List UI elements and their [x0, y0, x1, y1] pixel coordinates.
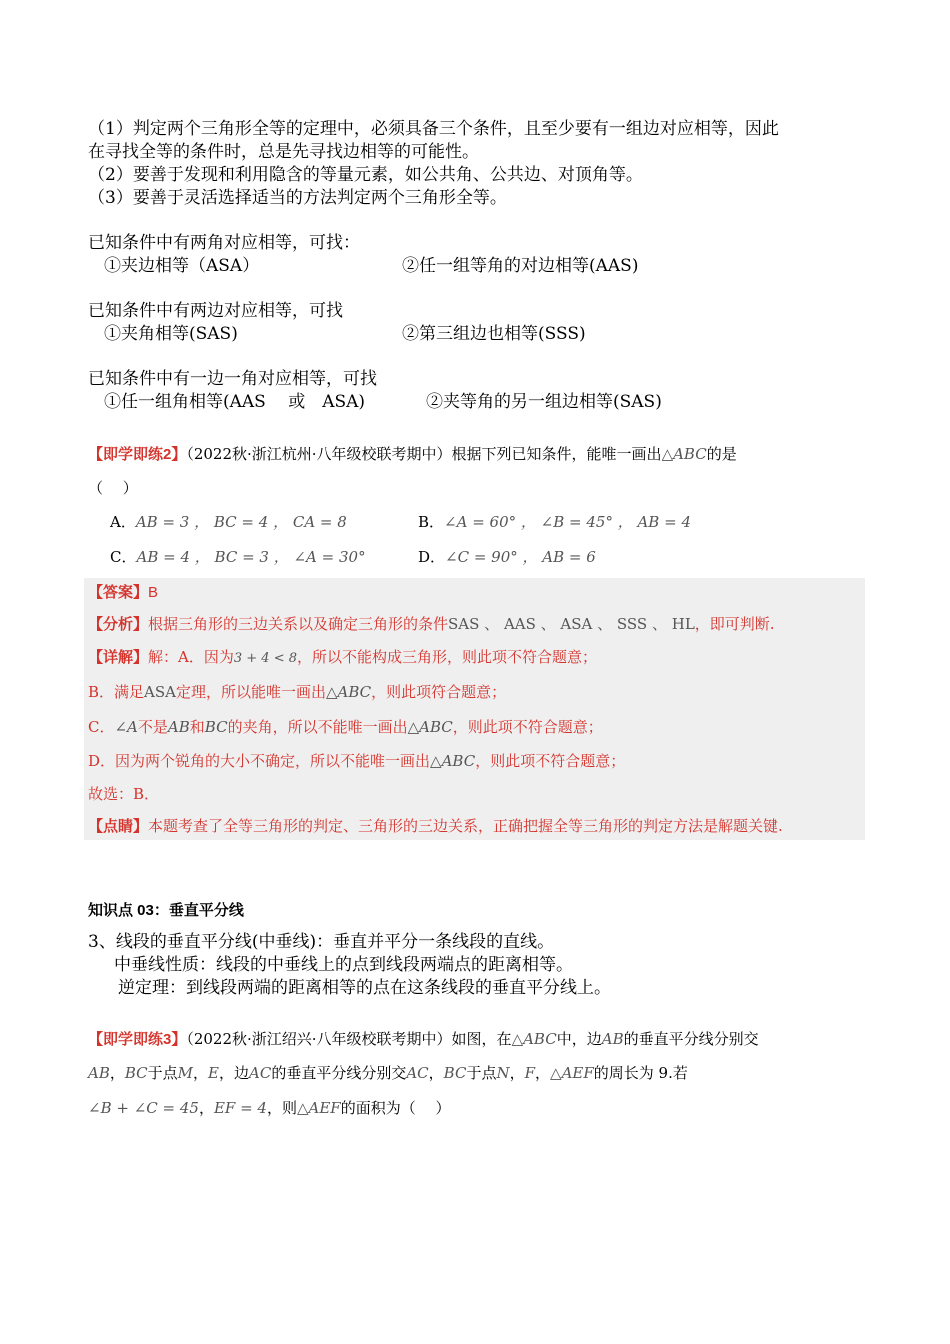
analysis-tag: 【分析】 [88, 616, 149, 633]
q3-ac: AC [249, 1064, 272, 1082]
option-b[interactable] [418, 511, 691, 533]
detail-line-b [88, 681, 506, 703]
q3-point-f: F [524, 1064, 536, 1082]
point-text: 本题考查了全等三角形的判定、三角形的三边关系，正确把握全等三角形的判定方法是解题关键. [148, 817, 783, 835]
q3-triangle-aef: △AEF [550, 1064, 594, 1082]
q3-s2d: ，边 [219, 1064, 250, 1082]
answer-value: B [148, 584, 159, 601]
question-2-tail: 的是 [706, 445, 737, 463]
q3-s2g: ， [428, 1064, 444, 1082]
intro-line-2: 在寻找全等的条件时，总是先寻找边相等的可能性。 [88, 142, 479, 162]
case-2-head: 已知条件中有两边对应相等，可找 [88, 301, 343, 321]
kp3-line-3: 逆定理：到线段两端的距离相等的点在这条线段的垂直平分线上。 [118, 978, 611, 998]
case-1-head: 已知条件中有两角对应相等，可找： [88, 233, 360, 253]
point-tag: 【点睛】 [88, 818, 149, 835]
detail-c-ab: AB [167, 718, 190, 736]
q3-s2a: ， [109, 1064, 125, 1082]
detail-c-angle: ∠A [114, 718, 138, 736]
q3-s2k: 的周长为 9.若 [593, 1064, 688, 1082]
q3-s2-bc: BC [124, 1064, 148, 1082]
case-3-option-2: ②夹等角的另一组边相等(SAS) [426, 392, 662, 412]
analysis-tail: ，即可判断. [694, 615, 775, 633]
detail-line-d [88, 750, 625, 772]
detail-d-text: D．因为两个锐角的大小不确定，所以不能唯一画出 [88, 752, 431, 770]
option-a-label: A． [110, 513, 136, 531]
q3-s2-ab: AB [88, 1064, 110, 1082]
detail-c-text2: 和 [189, 718, 205, 736]
intro-line-4: （3）要善于灵活选择适当的方法判定两个三角形全等。 [88, 188, 507, 208]
option-c-label: C． [110, 548, 137, 566]
detail-c-triangle: △ABC [407, 718, 453, 736]
detail-b-math: ASA [144, 683, 176, 701]
question-2-tag: 【即学即练2】 [88, 446, 187, 463]
case-1-option-2: ②任一组等角的对边相等(AAS) [402, 256, 639, 276]
analysis-conditions: SAS 、 AAS 、 ASA 、 SSS 、 HL [448, 615, 695, 633]
q3-s2j: ， [535, 1064, 551, 1082]
detail-d-tail: ，则此项不符合题意； [475, 752, 626, 770]
q3-triangle-aef-2: △AEF [296, 1099, 341, 1117]
question-3-line-2 [88, 1062, 688, 1084]
q3-s3c: 的面积为（ ） [340, 1099, 451, 1117]
q3-s1a: （2022秋·浙江绍兴·八年级校联考期中）如图，在 [186, 1030, 512, 1048]
q3-s2h: 于点 [466, 1064, 497, 1082]
question-2-paren: （ ） [88, 479, 138, 497]
q3-s2c: ， [193, 1064, 209, 1082]
q3-s2b: 于点 [147, 1064, 178, 1082]
q3-point-n: N [496, 1064, 510, 1082]
detail-a-math: 3 + 4 < 8 [233, 651, 297, 666]
q3-s2i: ， [509, 1064, 525, 1082]
detail-line-c [88, 716, 603, 738]
option-b-label: B． [418, 513, 445, 531]
case-2-option-1: ①夹角相等(SAS) [104, 324, 238, 344]
q3-ac-2: AC [406, 1064, 429, 1082]
detail-b-mid: 定理，所以能唯一画出 [175, 683, 326, 701]
q3-point-m: M [177, 1064, 194, 1082]
option-d[interactable] [418, 546, 596, 568]
detail-tag: 【详解】 [88, 649, 149, 666]
q3-s1c: 的垂直平分线分别交 [623, 1030, 759, 1048]
detail-b-triangle: △ABC [326, 683, 372, 701]
question-2-triangle: △ABC [661, 445, 707, 463]
option-d-label: D． [418, 548, 446, 566]
option-a-text: AB = 3 ， BC = 4 ， CA = 8 [135, 513, 347, 531]
detail-c-text1: 不是 [137, 718, 168, 736]
option-b-text: ∠A = 60° ， ∠B = 45° ， AB = 4 [444, 513, 691, 531]
detail-b-tail: ，则此项符合题意； [371, 683, 507, 701]
intro-line-3: （2）要善于发现和利用隐含的等量元素，如公共角、公共边、对顶角等。 [88, 165, 643, 185]
detail-b-text: B．满足 [88, 683, 145, 701]
q3-s3a: ， [198, 1099, 214, 1117]
case-2-option-2: ②第三组边也相等(SSS) [402, 324, 586, 344]
detail-c-label: C． [88, 718, 115, 736]
q3-triangle-abc: △ABC [511, 1030, 557, 1048]
detail-c-text3: 的夹角，所以不能唯一画出 [227, 718, 408, 736]
detail-a-tail: ，所以不能构成三角形，则此项不符合题意； [297, 648, 598, 666]
kp3-line-1: 3、线段的垂直平分线(中垂线)：垂直并平分一条线段的直线。 [88, 932, 555, 952]
intro-line-1: （1）判定两个三角形全等的定理中，必须具备三个条件，且至少要有一组边对应相等，因此 [88, 119, 779, 139]
detail-c-tail: ，则此项不符合题意； [452, 718, 603, 736]
analysis-text: 根据三角形的三边关系以及确定三角形的条件 [148, 615, 449, 633]
q3-bc-2: BC [443, 1064, 467, 1082]
question-3-tag: 【即学即练3】 [88, 1031, 187, 1048]
question-3-line-3 [88, 1097, 451, 1119]
detail-line-a [88, 646, 597, 670]
choice-line: 故选：B． [88, 785, 160, 803]
q3-ab: AB [601, 1030, 624, 1048]
question-3-line-1 [88, 1028, 759, 1051]
q3-s1b: 中，边 [556, 1030, 602, 1048]
q3-point-e: E [208, 1064, 219, 1082]
detail-a-text: 解：A．因为 [148, 648, 234, 666]
option-c-text: AB = 4 ， BC = 3 ， ∠A = 30° [136, 548, 366, 566]
detail-d-triangle: △ABC [430, 752, 476, 770]
question-2-source: （2022秋·浙江杭州·八年级校联考期中）根据下列已知条件，能唯一画出 [186, 445, 662, 463]
kp3-line-2: 中垂线性质：线段的中垂线上的点到线段两端点的距离相等。 [114, 955, 573, 975]
q3-angle-sum: ∠B + ∠C = 45 [88, 1099, 199, 1117]
option-c[interactable] [110, 546, 366, 568]
option-a[interactable] [110, 511, 347, 533]
answer-tag: 【答案】 [88, 584, 149, 601]
case-3-head: 已知条件中有一边一角对应相等，可找 [88, 369, 377, 389]
detail-c-bc: BC [204, 718, 228, 736]
case-3-option-1: ①任一组角相等(AAS 或 ASA) [104, 392, 366, 412]
analysis-line [88, 613, 775, 636]
point-line [88, 815, 783, 838]
answer-line [88, 581, 158, 604]
q3-s3b: ，则 [266, 1099, 297, 1117]
case-1-option-1: ①夹边相等（ASA） [104, 256, 260, 276]
kp3-title: 知识点 03：垂直平分线 [88, 902, 244, 919]
q3-ef: EF = 4 [213, 1099, 267, 1117]
q3-s2f: 的垂直平分线分别交 [271, 1064, 407, 1082]
question-2-stem [88, 443, 737, 466]
option-d-text: ∠C = 90° ， AB = 6 [445, 548, 596, 566]
